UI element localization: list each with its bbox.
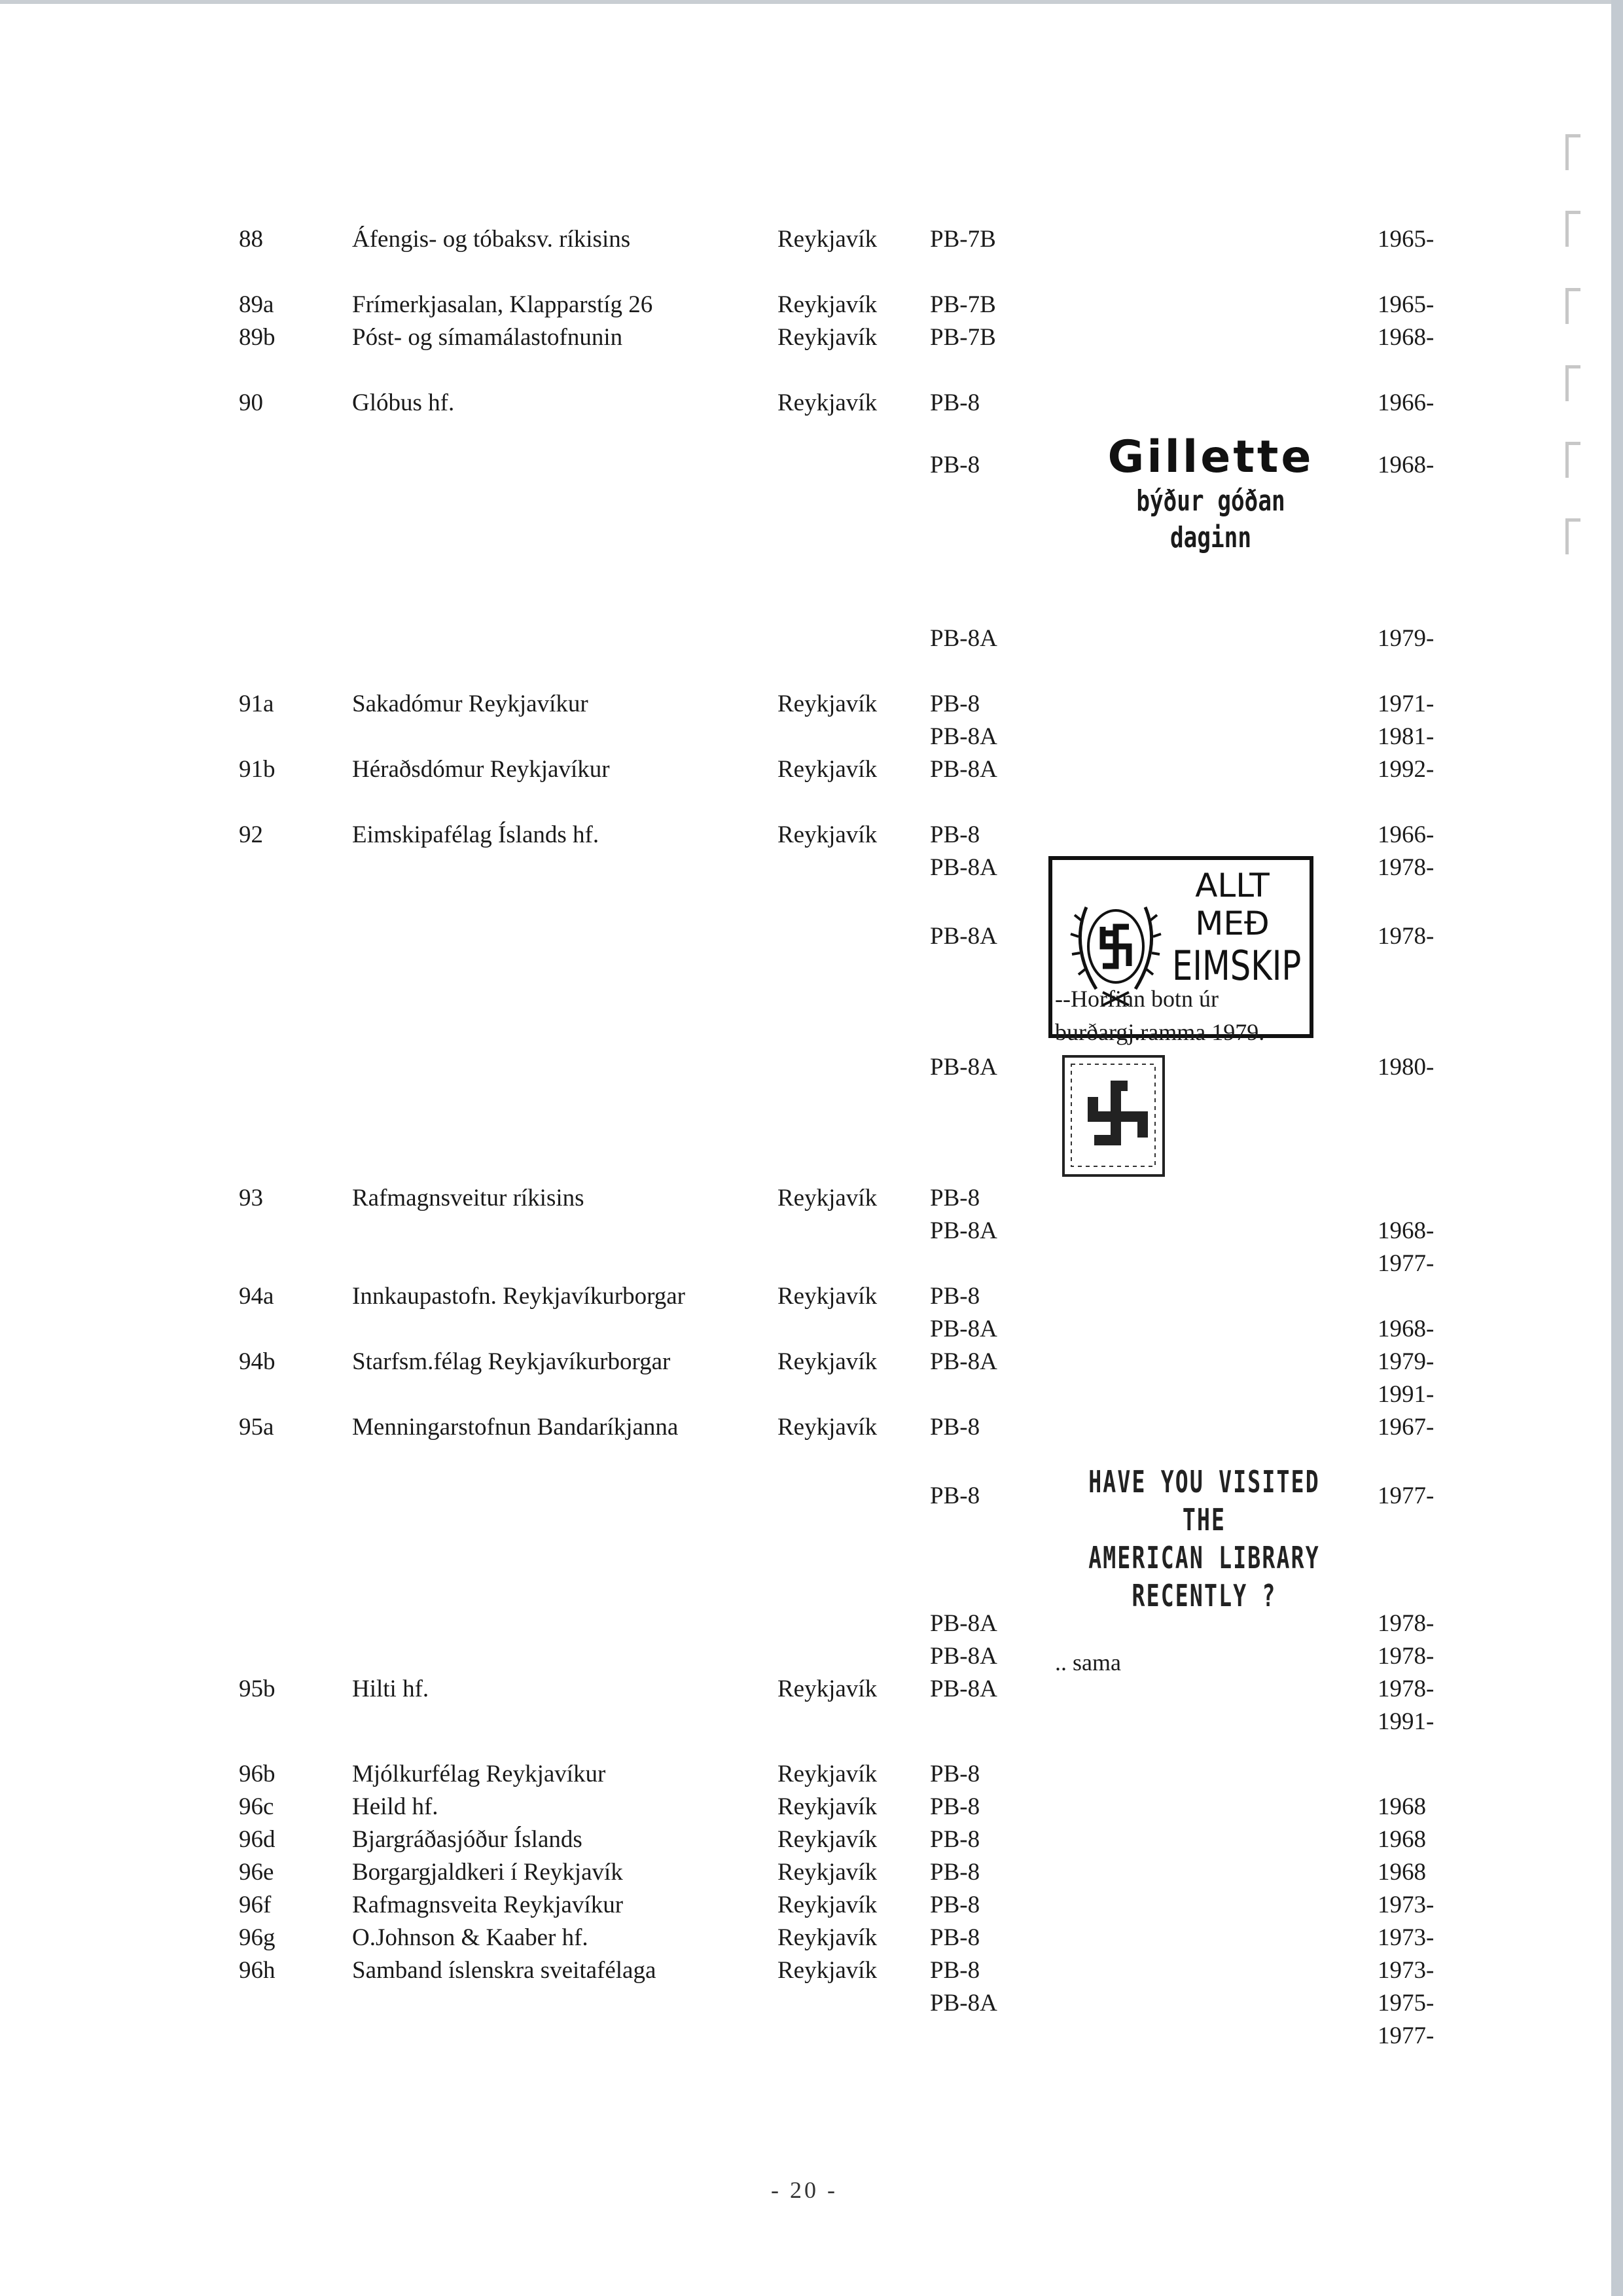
emblem-square-stamp bbox=[1062, 1055, 1165, 1177]
entry-name: Starfsm.félag Reykjavíkurborgar bbox=[352, 1348, 671, 1375]
entry-code: PB-8A bbox=[930, 1054, 997, 1081]
entry-year: 1965- bbox=[1378, 226, 1435, 253]
entry-city: Reykjavík bbox=[777, 226, 878, 253]
entry-year: 1968- bbox=[1378, 324, 1435, 351]
entry-name: Póst- og símamálastofnunin bbox=[352, 324, 623, 351]
entry-year: 1978- bbox=[1378, 1676, 1435, 1702]
sama-note: .. sama bbox=[1055, 1649, 1121, 1676]
entry-code: PB-8A bbox=[930, 1990, 997, 2017]
entry-year: 1992- bbox=[1378, 756, 1435, 783]
entry-code: PB-8A bbox=[930, 923, 997, 950]
gillette-slogan-line2: daginn bbox=[1170, 521, 1251, 554]
entry-city: Reykjavík bbox=[777, 691, 878, 717]
page-number: - 20 - bbox=[771, 2177, 838, 2203]
entry-name: Sakadómur Reykjavíkur bbox=[352, 691, 588, 717]
entry-name: Bjargráðasjóður Íslands bbox=[352, 1826, 582, 1853]
entry-number: 89b bbox=[239, 324, 276, 351]
entry-name: O.Johnson & Kaaber hf. bbox=[352, 1924, 588, 1951]
entry-number: 94b bbox=[239, 1348, 276, 1375]
entry-code: PB-8 bbox=[930, 1892, 980, 1918]
library-stamp-line1: HAVE YOU VISITED THE bbox=[1088, 1464, 1320, 1537]
entry-number: 96d bbox=[239, 1826, 276, 1853]
entry-city: Reykjavík bbox=[777, 1892, 878, 1918]
entry-code: PB-8 bbox=[930, 1482, 980, 1509]
entry-year: 1968- bbox=[1378, 1217, 1435, 1244]
entry-name: Rafmagnsveitur ríkisins bbox=[352, 1185, 584, 1211]
entry-code: PB-8A bbox=[930, 625, 997, 652]
entry-code: PB-8 bbox=[930, 1957, 980, 1984]
entry-city: Reykjavík bbox=[777, 756, 878, 783]
entry-year: 1967- bbox=[1378, 1414, 1435, 1441]
entry-year: 1971- bbox=[1378, 691, 1435, 717]
entry-name: Glóbus hf. bbox=[352, 389, 455, 416]
entry-code: PB-8 bbox=[930, 452, 980, 478]
binder-mark bbox=[1565, 365, 1580, 401]
entry-year: 1980- bbox=[1378, 1054, 1435, 1081]
entry-year: 1991- bbox=[1378, 1381, 1435, 1408]
entry-code: PB-8A bbox=[930, 723, 997, 750]
entry-code: PB-8 bbox=[930, 821, 980, 848]
entry-year: 1968 bbox=[1378, 1826, 1426, 1853]
entry-number: 96c bbox=[239, 1793, 274, 1820]
entry-code: PB-7B bbox=[930, 291, 996, 318]
entry-number: 91b bbox=[239, 756, 276, 783]
entry-number: 96h bbox=[239, 1957, 276, 1984]
entry-number: 93 bbox=[239, 1185, 263, 1211]
entry-year: 1977- bbox=[1378, 1250, 1435, 1277]
entry-year: 1975- bbox=[1378, 1990, 1435, 2017]
entry-city: Reykjavík bbox=[777, 1826, 878, 1853]
entry-code: PB-7B bbox=[930, 324, 996, 351]
entry-name: Mjólkurfélag Reykjavíkur bbox=[352, 1761, 606, 1787]
binder-mark bbox=[1565, 518, 1580, 554]
gillette-stamp bbox=[1044, 432, 1378, 556]
entry-year: 1966- bbox=[1378, 821, 1435, 848]
entry-code: PB-8A bbox=[930, 1610, 997, 1637]
entry-code: PB-8 bbox=[930, 1414, 980, 1441]
entry-city: Reykjavík bbox=[777, 291, 878, 318]
entry-year: 1973- bbox=[1378, 1892, 1435, 1918]
entry-city: Reykjavík bbox=[777, 1761, 878, 1787]
entry-code: PB-8 bbox=[930, 1793, 980, 1820]
eimskip-stamp-line3: EIMSKIP bbox=[1172, 942, 1302, 990]
entry-number: 95b bbox=[239, 1676, 276, 1702]
entry-year: 1968- bbox=[1378, 1316, 1435, 1342]
emblem-cross-icon bbox=[1065, 1058, 1162, 1174]
entry-city: Reykjavík bbox=[777, 1676, 878, 1702]
entry-number: 96b bbox=[239, 1761, 276, 1787]
entry-year: 1977- bbox=[1378, 2022, 1435, 2049]
entry-code: PB-8A bbox=[930, 1676, 997, 1702]
entry-name: Innkaupastofn. Reykjavíkurborgar bbox=[352, 1283, 685, 1310]
gillette-slogan-line1: býður góðan bbox=[1136, 484, 1285, 518]
entry-code: PB-8 bbox=[930, 389, 980, 416]
entry-code: PB-8 bbox=[930, 1761, 980, 1787]
entry-number: 88 bbox=[239, 226, 263, 253]
binder-mark bbox=[1565, 288, 1580, 324]
entry-number: 96f bbox=[239, 1892, 272, 1918]
binder-mark bbox=[1565, 442, 1580, 478]
entry-name: Frímerkjasalan, Klapparstíg 26 bbox=[352, 291, 653, 318]
scan-top-edge bbox=[0, 0, 1623, 4]
entry-city: Reykjavík bbox=[777, 1793, 878, 1820]
gillette-logo: Gillette bbox=[1107, 431, 1314, 483]
entry-number: 90 bbox=[239, 389, 263, 416]
entry-city: Reykjavík bbox=[777, 389, 878, 416]
entry-year: 1978- bbox=[1378, 1610, 1435, 1637]
binder-mark bbox=[1565, 134, 1580, 170]
entry-year: 1979- bbox=[1378, 625, 1435, 652]
eimskip-note-line2: burðargj.ramma 1979. bbox=[1055, 1019, 1265, 1045]
entry-city: Reykjavík bbox=[777, 1957, 878, 1984]
entry-year: 1973- bbox=[1378, 1957, 1435, 1984]
entry-year: 1973- bbox=[1378, 1924, 1435, 1951]
entry-code: PB-8A bbox=[930, 854, 997, 881]
entry-code: PB-8 bbox=[930, 691, 980, 717]
entry-city: Reykjavík bbox=[777, 324, 878, 351]
library-stamp-line3: RECENTLY ? bbox=[1132, 1578, 1277, 1613]
scan-right-edge bbox=[1611, 0, 1623, 2296]
entry-name: Rafmagnsveita Reykjavíkur bbox=[352, 1892, 624, 1918]
american-library-stamp bbox=[1027, 1463, 1381, 1615]
binder-mark bbox=[1565, 211, 1580, 247]
entry-number: 96g bbox=[239, 1924, 276, 1951]
entry-year: 1965- bbox=[1378, 291, 1435, 318]
entry-city: Reykjavík bbox=[777, 1283, 878, 1310]
entry-code: PB-7B bbox=[930, 226, 996, 253]
entry-name: Heild hf. bbox=[352, 1793, 438, 1820]
entry-code: PB-8A bbox=[930, 1348, 997, 1375]
entry-name: Menningarstofnun Bandaríkjanna bbox=[352, 1414, 679, 1441]
entry-code: PB-8 bbox=[930, 1924, 980, 1951]
entry-year: 1978- bbox=[1378, 1643, 1435, 1670]
entry-year: 1978- bbox=[1378, 854, 1435, 881]
entry-number: 92 bbox=[239, 821, 263, 848]
entry-year: 1977- bbox=[1378, 1482, 1435, 1509]
entry-year: 1968- bbox=[1378, 452, 1435, 478]
entry-name: Eimskipafélag Íslands hf. bbox=[352, 821, 599, 848]
entry-name: Héraðsdómur Reykjavíkur bbox=[352, 756, 610, 783]
entry-city: Reykjavík bbox=[777, 1414, 878, 1441]
entry-city: Reykjavík bbox=[777, 1185, 878, 1211]
entry-name: Hilti hf. bbox=[352, 1676, 429, 1702]
entry-number: 94a bbox=[239, 1283, 274, 1310]
entry-year: 1979- bbox=[1378, 1348, 1435, 1375]
entry-code: PB-8A bbox=[930, 756, 997, 783]
entry-number: 95a bbox=[239, 1414, 274, 1441]
entry-year: 1981- bbox=[1378, 723, 1435, 750]
entry-city: Reykjavík bbox=[777, 1924, 878, 1951]
entry-number: 91a bbox=[239, 691, 274, 717]
entry-city: Reykjavík bbox=[777, 1859, 878, 1886]
eimskip-note-line1: --Horfinn botn úr bbox=[1055, 986, 1219, 1012]
entry-year: 1968 bbox=[1378, 1859, 1426, 1886]
entry-code: PB-8A bbox=[930, 1316, 997, 1342]
entry-code: PB-8 bbox=[930, 1859, 980, 1886]
eimskip-stamp-line1: ALLT bbox=[1195, 867, 1270, 905]
entry-code: PB-8A bbox=[930, 1217, 997, 1244]
entry-year: 1978- bbox=[1378, 923, 1435, 950]
library-stamp-line2: AMERICAN LIBRARY bbox=[1088, 1540, 1320, 1575]
entry-year: 1991- bbox=[1378, 1708, 1435, 1735]
entry-number: 89a bbox=[239, 291, 274, 318]
entry-code: PB-8A bbox=[930, 1643, 997, 1670]
eimskip-stamp-line2: MEÐ bbox=[1195, 905, 1270, 942]
entry-city: Reykjavík bbox=[777, 1348, 878, 1375]
entry-year: 1966- bbox=[1378, 389, 1435, 416]
entry-number: 96e bbox=[239, 1859, 274, 1886]
entry-code: PB-8 bbox=[930, 1826, 980, 1853]
entry-name: Áfengis- og tóbaksv. ríkisins bbox=[352, 226, 631, 253]
entry-code: PB-8 bbox=[930, 1283, 980, 1310]
entry-name: Borgargjaldkeri í Reykjavík bbox=[352, 1859, 623, 1886]
entry-name: Samband íslenskra sveitafélaga bbox=[352, 1957, 656, 1984]
entry-code: PB-8 bbox=[930, 1185, 980, 1211]
entry-year: 1968 bbox=[1378, 1793, 1426, 1820]
entry-city: Reykjavík bbox=[777, 821, 878, 848]
